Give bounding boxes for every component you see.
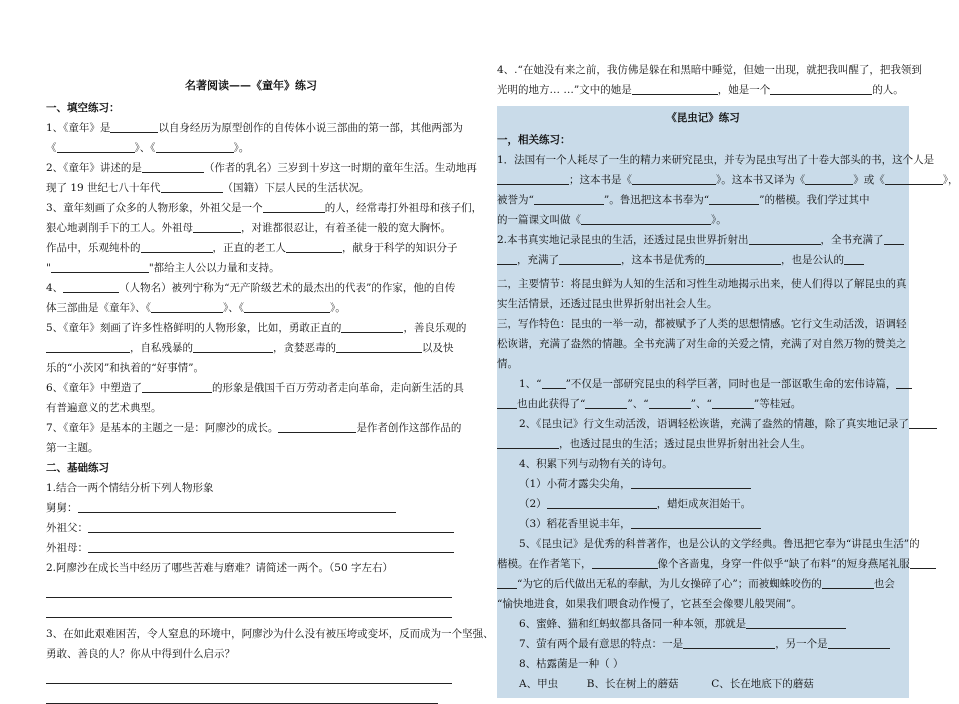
blank[interactable] [844,252,864,265]
question-6-cont: 有普遍意义的艺术典型。 [46,402,162,414]
r-question-truffle: 8、枯露菌是一种（ ） [519,658,624,670]
blank[interactable] [884,232,904,245]
r-question-poems: 4、积累下列与动物有关的诗句。 [519,458,673,470]
question-1: 1、《童年》是 以自身经历为原型创作的自传体小说三部曲的第一部，其他两部为 [46,122,463,134]
uncle-line: 舅舅： [46,498,456,518]
blank[interactable] [336,340,422,353]
blank[interactable] [263,200,325,213]
blank[interactable] [683,636,775,649]
blank[interactable] [632,82,718,95]
blank[interactable] [631,516,761,529]
blank[interactable] [497,576,517,589]
blank[interactable] [497,436,559,449]
blank[interactable] [709,192,759,205]
blank[interactable] [161,180,223,193]
r-question-2-cont: ，充满了 ，这本书是优秀的 ，也是公认的 [497,250,909,270]
poem-2: （2） ，蜡炬成灰泪始干。 [519,498,752,510]
blank[interactable] [497,252,517,265]
section-basic-practice: 二、基础练习 [46,462,109,474]
question-3-cont3: " "都给主人公以力量和支持。 [46,262,280,274]
r-question-1-cont2: 被誉为“ ”。鲁迅把这本书奉为“ ”的楷模。我们学过其中 [497,194,870,206]
answer-line[interactable] [78,500,396,513]
basic-question-3: 3、在如此艰难困苦，令人窒息的环境中，阿廖沙为什么没有被压垮或变坏，反而成为一个坚强、 [46,628,494,640]
section-title-insect: 《昆虫记》练习 [666,112,740,124]
basic-question-2: 2.阿廖沙在成长当中经历了哪些苦难与磨难？请简述一两个。（50 字左右） [46,562,393,574]
blank[interactable] [822,576,874,589]
blank[interactable] [705,252,781,265]
blank[interactable] [110,120,158,133]
question-2: 2、《童年》讲述的是 （作者的乳名）三岁到十岁这一时期的童年生活。生动地再 [46,162,477,174]
blank[interactable] [896,376,912,389]
r-question-skill: 6、蜜蜂、猫和红蚂蚁都具备同一种本领，那就是 [497,614,909,634]
r-question-5: 1、“ ”不仅是一部研究昆虫的科学巨著，同时也是一部讴歌生命的宏伟诗篇， [497,374,909,394]
section-fill-blank: 一、填空练习： [46,102,120,114]
blank[interactable] [909,416,937,429]
blank[interactable] [592,556,658,569]
blank[interactable] [151,300,223,313]
r-question-science-cont3: “愉快地进食，如果我们喂食动作慢了，它甚至会像婴儿般哭闹”。 [497,598,802,610]
blank[interactable] [63,280,119,293]
r-question-6: 2、《昆虫记》行文生动活泼，语调轻松诙谐，充满了盎然的情趣，除了真实地记录了 [497,414,909,434]
blank[interactable] [497,172,569,185]
blank[interactable] [142,380,212,393]
question-3-cont2: 作品中，乐观纯朴的 ，正直的老工人 ，献身于科学的知识分子 [46,242,458,254]
option-b[interactable]: B、长在树上的蘑菇 [586,678,679,690]
left-column [46,70,494,704]
blank[interactable] [341,320,403,333]
question-3-cont: 狠心地剥削手下的工人。外祖母 ，对谁都很忍让，有着圣徒一般的宽大胸怀。 [46,222,451,234]
grandfather-line: 外祖父： [46,518,456,538]
question-6: 6、《童年》中塑造了 的形象是俄国千百万劳动者走向革命，走向新生活的具 [46,382,464,394]
question-4-quote-cont: 光明的地方… …”文中的她是 ，她是一个 的人。 [497,84,904,96]
blank[interactable] [51,260,149,273]
answer-line[interactable] [88,520,454,533]
blank[interactable] [805,172,853,185]
blank[interactable] [632,172,716,185]
blank[interactable] [156,140,234,153]
r-question-6-cont: ，也透过昆虫的生活；透过昆虫世界折射出社会人生。 [497,434,909,454]
insect-section [497,106,959,698]
blank[interactable] [547,496,657,509]
question-3: 3、童年刻画了众多的人物形象，外祖父是一个 的人，经常毒打外祖母和孩子们， [46,202,483,214]
question-7: 7、《童年》是基本的主题之一是：阿廖沙的成长。 是作者创作这部作品的 [46,422,462,434]
blank[interactable] [585,396,627,409]
blank[interactable] [746,616,846,629]
r-question-5-cont: 也由此获得了“ ”、“ ”、“ ”等桂冠。 [497,394,909,414]
answer-line[interactable] [46,598,452,618]
question-4: 4、 （人物名）被列宁称为“无产阶级艺术的最杰出的代表”的作家，他的自传 [46,282,456,294]
grandmother-line: 外祖母： [46,538,456,558]
basic-question-1: 1.结合一两个情结分析下列人物形象 [46,482,214,494]
poem-3: （3）稻花香里说丰年， [497,514,909,534]
r-question-science: 5、《昆虫记》是优秀的科普著作，也是公认的文学经典。鲁迅把它奉为“讲昆虫生活”的 [519,538,920,550]
r-question-science-cont2: “为它的后代做出无私的奉献，为儿女操碎了心”；而被蜘蛛咬伤的 也会 [497,574,909,594]
blank[interactable] [57,140,135,153]
blank[interactable] [559,252,621,265]
blank[interactable] [141,240,213,253]
blank[interactable] [749,232,821,245]
question-5: 5、《童年》刻画了许多性格鲜明的人物形象，比如，勇敢正直的 ，善良乐观的 [46,322,467,334]
r-question-firefly: 7、萤有两个最有意思的特点：一是 ，另一个是 [497,634,909,654]
question-1-cont: 《 》、《 》。 [46,142,250,154]
poem-1: （1）小荷才露尖尖角， [497,474,909,494]
blank[interactable] [534,192,604,205]
r-question-2: 2.本书真实地记录昆虫的生活，还透过昆虫世界折射出 ，全书充满了 [497,230,909,250]
question-4-quote: 4、.“在她没有来之前，我仿佛是躲在和黑暗中睡觉，但她一出现，就把我叫醒了，把我领到 [497,64,922,76]
truffle-options [497,674,909,698]
page-title: 名著阅读——《童年》练习 [185,79,317,92]
blank[interactable] [142,160,204,173]
blank[interactable] [828,636,890,649]
question-7-cont: 第一主题。 [46,442,99,454]
question-5-cont2: 乐的“小茨冈”和执着的“好事情”。 [46,362,204,374]
r-plot-summary: 二，主要情节：将昆虫鲜为人知的生活和习性生动地揭示出来，使人们得以了解昆虫的真实生活情景，还透过昆虫世界折射出社会人生。 [497,278,907,310]
r-question-1: 1．法国有一个人耗尽了一生的精力来研究昆虫，并专为昆虫写出了十卷大部头的书，这个人是 [497,154,935,166]
right-column [497,60,959,698]
blank[interactable] [910,556,936,569]
r-question-1-cont: ；这本书是《 》。这本书又译为《 》或《 》， [497,170,909,190]
blank[interactable] [581,212,711,225]
section-related-practice: 一，相关练习： [497,134,571,146]
r-question-1-cont3: 的一篇课文叫做《 》。 [497,214,727,226]
question-5-cont: ，自私残暴的 ，贪婪恶毒的 以及快 [46,338,456,358]
option-a[interactable]: A、甲虫 [519,678,559,690]
blank[interactable] [542,376,566,389]
blank[interactable] [46,340,130,353]
answer-line[interactable] [46,684,438,704]
blank[interactable] [244,300,330,313]
question-2-cont: 现了 19 世纪七八十年代 （国籍）下层人民的生活状况。 [46,182,370,194]
answer-line[interactable] [46,578,452,598]
blank[interactable] [286,240,342,253]
question-4-cont: 体三部曲是《童年》、《 》、《 》。 [46,302,346,314]
blank[interactable] [193,340,273,353]
blank[interactable] [712,396,754,409]
r-question-science-cont: 楷模。在作者笔下， 像个吝啬鬼，身穿一件似乎“缺了布料”的短身燕尾礼服 [497,554,909,574]
basic-question-3-cont: 勇敢、善良的人？你从中得到什么启示？ [46,648,235,660]
blank[interactable] [278,420,356,433]
r-writing-features: 三，写作特色：昆虫的一举一动，都被赋予了人类的思想情感。它行文生动活泼，语调轻松诙谐，充满了盎然的情趣。全书充满了对生命的关爱之情，充满了对自然万物的赞美之情。 [497,318,907,370]
blank[interactable] [497,396,517,409]
option-c[interactable]: C、长在地底下的蘑菇 [711,678,814,690]
blank[interactable] [885,172,943,185]
blank[interactable] [649,396,691,409]
blank[interactable] [631,476,751,489]
answer-line[interactable] [88,540,454,553]
answer-line[interactable] [46,664,452,684]
blank[interactable] [193,220,241,233]
blank[interactable] [770,82,872,95]
